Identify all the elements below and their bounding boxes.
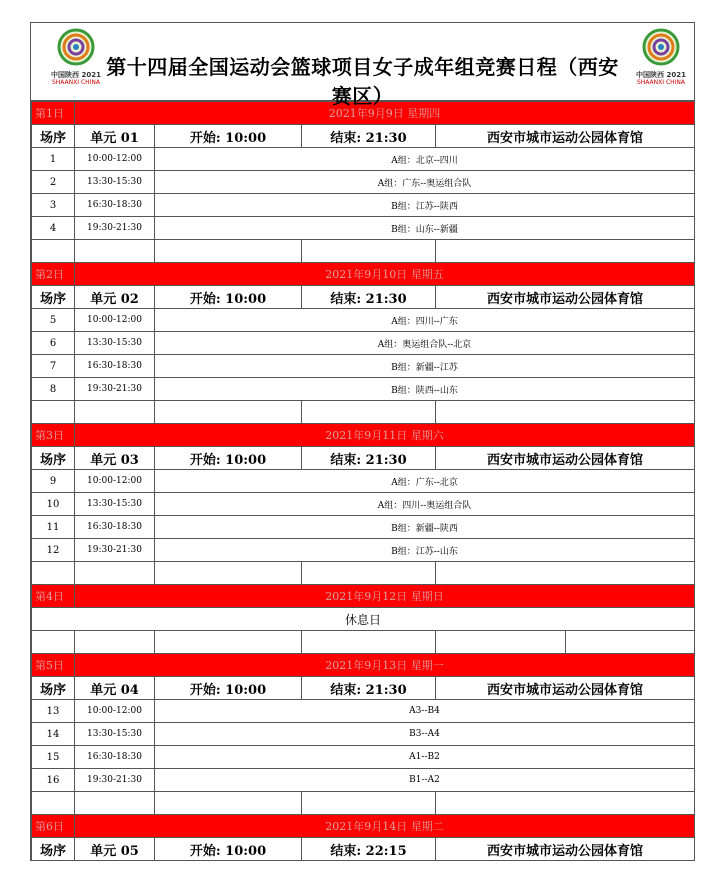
match-time: 16:30-18:30: [75, 355, 155, 378]
unit-header: 单元 05: [75, 838, 155, 861]
match-game: B组：新疆--陕西: [155, 516, 695, 539]
match-row: [32, 332, 695, 355]
venue-header: 西安市城市运动公园体育馆: [436, 447, 695, 470]
match-row: [32, 539, 695, 562]
end-header: 结束: 21:30: [302, 286, 436, 309]
match-time: 16:30-18:30: [75, 746, 155, 769]
games-logo-right: [630, 27, 692, 95]
start-header: 开始: 10:00: [155, 838, 302, 861]
match-time: 16:30-18:30: [75, 516, 155, 539]
day-label: 第6日: [32, 815, 75, 838]
match-row: [32, 723, 695, 746]
match-no: 16: [32, 769, 75, 792]
logo-line2: SHAANXI CHINA: [636, 79, 686, 86]
games-emblem-icon: [56, 27, 96, 71]
match-game: B组：陕西--山东: [155, 378, 695, 401]
match-row: [32, 171, 695, 194]
venue-header: 西安市城市运动公园体育馆: [436, 838, 695, 861]
end-header: 结束: 21:30: [302, 447, 436, 470]
unit-header: 单元 03: [75, 447, 155, 470]
match-game: A组：四川--奥运组合队: [155, 493, 695, 516]
match-no: 12: [32, 539, 75, 562]
match-game: A3--B4: [155, 700, 695, 723]
unit-header: 单元 04: [75, 677, 155, 700]
match-game: B组：江苏--陕西: [155, 194, 695, 217]
day-label: 第3日: [32, 424, 75, 447]
games-logo-left: [45, 27, 107, 95]
match-no: 4: [32, 217, 75, 240]
match-game: A组：四川--广东: [155, 309, 695, 332]
start-header: 开始: 10:00: [155, 125, 302, 148]
venue-header: 西安市城市运动公园体育馆: [436, 125, 695, 148]
rest-day-label: 休息日: [32, 608, 695, 631]
match-row: [32, 470, 695, 493]
seq-header: 场序: [32, 677, 75, 700]
day-row: [32, 585, 695, 608]
match-time: 13:30-15:30: [75, 493, 155, 516]
schedule-table: [31, 101, 695, 861]
seq-header: 场序: [32, 125, 75, 148]
start-header: 开始: 10:00: [155, 677, 302, 700]
rest-day-row: [32, 608, 695, 631]
day-label: 第4日: [32, 585, 75, 608]
match-no: 14: [32, 723, 75, 746]
day-date: 2021年9月14日 星期二: [75, 815, 695, 838]
match-time: 19:30-21:30: [75, 217, 155, 240]
blank-row: [32, 792, 695, 815]
match-game: B组：江苏--山东: [155, 539, 695, 562]
match-row: [32, 493, 695, 516]
match-no: 5: [32, 309, 75, 332]
match-row: [32, 769, 695, 792]
match-time: 10:00-12:00: [75, 148, 155, 171]
match-game: A组：广东--北京: [155, 470, 695, 493]
match-time: 16:30-18:30: [75, 194, 155, 217]
day-date: 2021年9月13日 星期一: [75, 654, 695, 677]
match-time: 10:00-12:00: [75, 700, 155, 723]
day-date: 2021年9月10日 星期五: [75, 263, 695, 286]
start-header: 开始: 10:00: [155, 447, 302, 470]
page-title: 第十四届全国运动会篮球项目女子成年组竞赛日程（西安赛区）: [106, 55, 619, 108]
logo-line2: SHAANXI CHINA: [51, 79, 101, 86]
match-row: [32, 217, 695, 240]
venue-header: 西安市城市运动公园体育馆: [436, 286, 695, 309]
match-row: [32, 194, 695, 217]
match-no: 3: [32, 194, 75, 217]
day-row: [32, 424, 695, 447]
match-time: 19:30-21:30: [75, 769, 155, 792]
seq-header: 场序: [32, 447, 75, 470]
match-row: [32, 148, 695, 171]
title-area: [31, 23, 694, 108]
day-label: 第5日: [32, 654, 75, 677]
blank-row: [32, 562, 695, 585]
day-row: [32, 815, 695, 838]
match-time: 13:30-15:30: [75, 171, 155, 194]
blank-row: [32, 240, 695, 263]
match-no: 8: [32, 378, 75, 401]
match-no: 9: [32, 470, 75, 493]
end-header: 结束: 21:30: [302, 125, 436, 148]
match-no: 1: [32, 148, 75, 171]
logo-line1: 中国陕西 2021: [636, 71, 686, 79]
schedule-sheet: [30, 22, 695, 861]
unit-header: 单元 01: [75, 125, 155, 148]
day-row: [32, 654, 695, 677]
day-date: 2021年9月12日 星期日: [75, 585, 695, 608]
day-label: 第2日: [32, 263, 75, 286]
match-no: 10: [32, 493, 75, 516]
match-no: 6: [32, 332, 75, 355]
match-row: [32, 746, 695, 769]
unit-header: 单元 02: [75, 286, 155, 309]
match-time: 10:00-12:00: [75, 309, 155, 332]
seq-header: 场序: [32, 286, 75, 309]
day-label: 第1日: [32, 102, 75, 125]
match-game: B组：山东--新疆: [155, 217, 695, 240]
match-game: A组：奥运组合队--北京: [155, 332, 695, 355]
match-row: [32, 378, 695, 401]
match-time: 13:30-15:30: [75, 723, 155, 746]
end-header: 结束: 21:30: [302, 677, 436, 700]
venue-header: 西安市城市运动公园体育馆: [436, 677, 695, 700]
day-date: 2021年9月11日 星期六: [75, 424, 695, 447]
match-no: 13: [32, 700, 75, 723]
match-game: B组：新疆--江苏: [155, 355, 695, 378]
session-header: [32, 677, 695, 700]
match-game: A组：广东--奥运组合队: [155, 171, 695, 194]
blank-row: [32, 401, 695, 424]
match-time: 13:30-15:30: [75, 332, 155, 355]
match-row: [32, 309, 695, 332]
match-game: B3--A4: [155, 723, 695, 746]
match-game: A组：北京--四川: [155, 148, 695, 171]
match-time: 19:30-21:30: [75, 539, 155, 562]
session-header: [32, 125, 695, 148]
match-game: A1--B2: [155, 746, 695, 769]
games-emblem-icon: [641, 27, 681, 71]
day-date: 2021年9月9日 星期四: [75, 102, 695, 125]
start-header: 开始: 10:00: [155, 286, 302, 309]
match-no: 15: [32, 746, 75, 769]
blank-row: [32, 631, 695, 654]
session-header: [32, 447, 695, 470]
match-no: 7: [32, 355, 75, 378]
session-header: [32, 286, 695, 309]
end-header: 结束: 22:15: [302, 838, 436, 861]
logo-line1: 中国陕西 2021: [51, 71, 101, 79]
match-row: [32, 516, 695, 539]
session-header: [32, 838, 695, 861]
seq-header: 场序: [32, 838, 75, 861]
match-row: [32, 355, 695, 378]
match-row: [32, 700, 695, 723]
match-time: 19:30-21:30: [75, 378, 155, 401]
match-no: 2: [32, 171, 75, 194]
match-no: 11: [32, 516, 75, 539]
match-time: 10:00-12:00: [75, 470, 155, 493]
match-game: B1--A2: [155, 769, 695, 792]
day-row: [32, 263, 695, 286]
